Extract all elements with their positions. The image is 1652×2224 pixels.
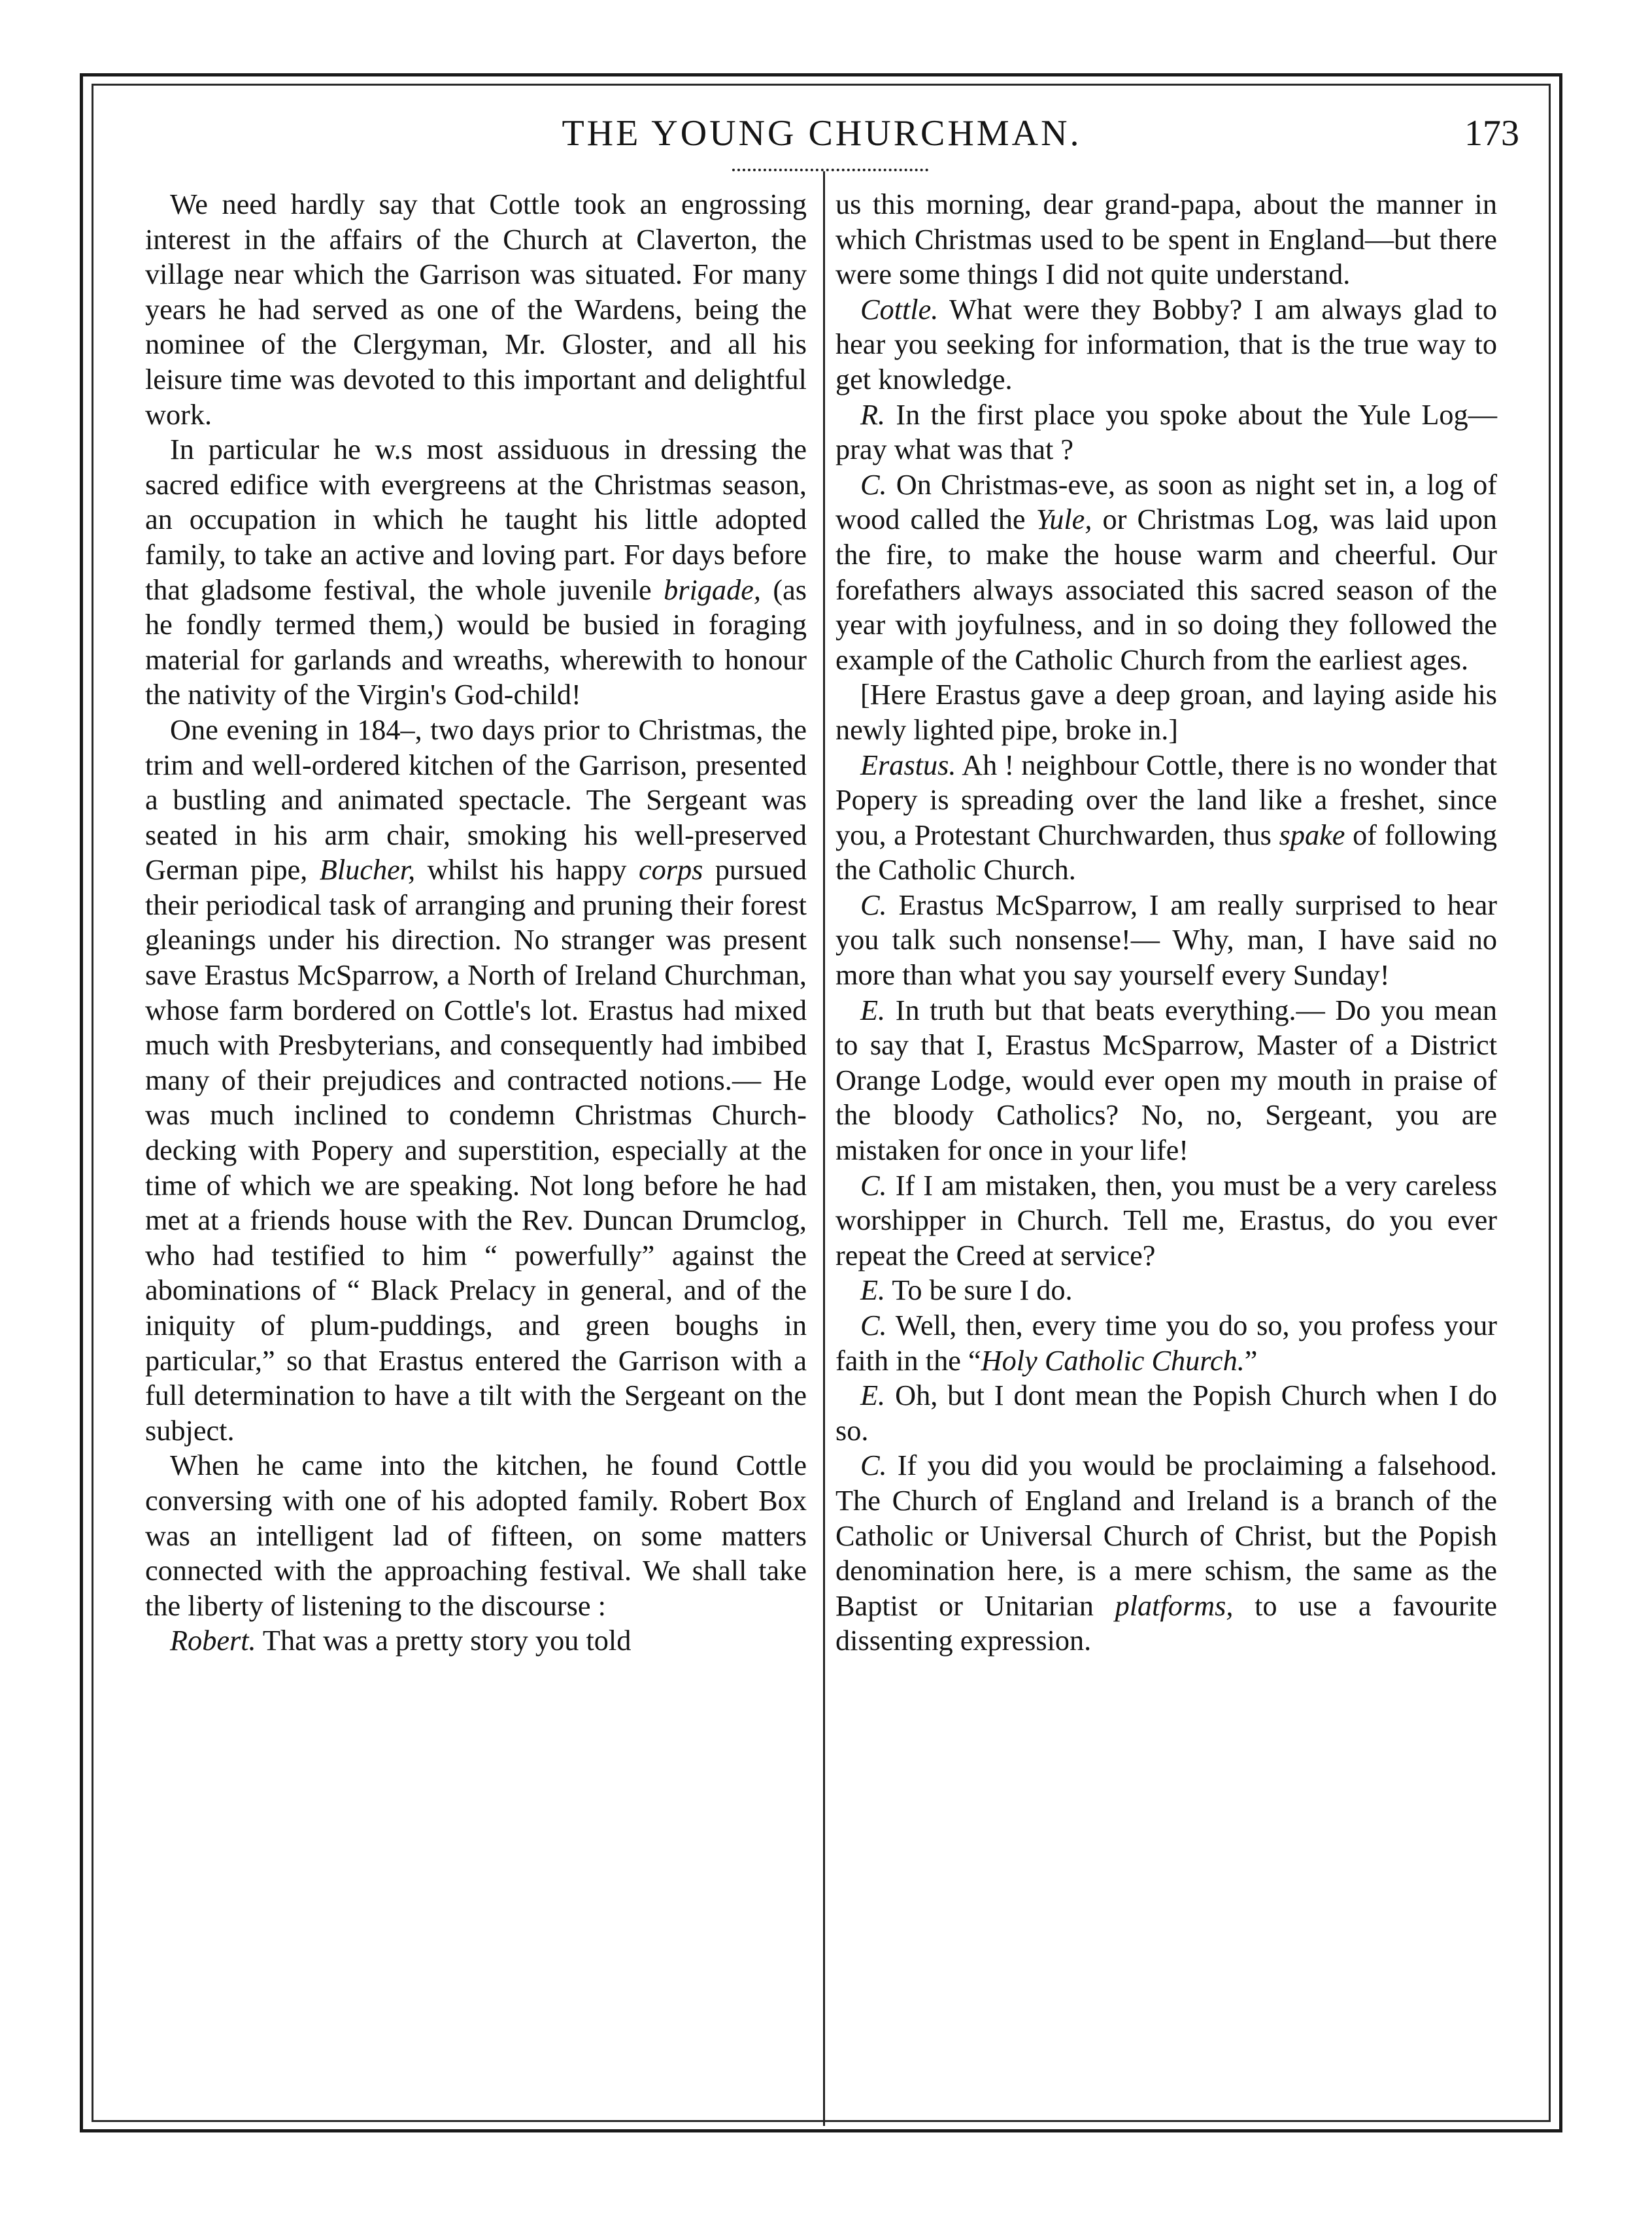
- paragraph: [145, 187, 807, 432]
- paragraph-text: We need hardly say that Cottle took an engrossing interest in the affairs of the Church at Claverton, the village near which the Garrison was situated. For many years he had served as one of the Wardens, being the nominee of the Clergyman, Mr. Gloster, and all his leisure time was devoted to this important and delightful work.: [145, 188, 807, 431]
- paragraph-text: [Here Erastus gave a deep groan, and laying aside his newly lighted pipe, broke in.]: [835, 679, 1497, 746]
- speaker-name: Robert.: [170, 1625, 256, 1657]
- dialogue-text: To be sure I do.: [892, 1274, 1073, 1307]
- paragraph-text: One evening in 184–, two days prior to Christmas, the trim and well-ordered kitchen of the Garrison, presented a bustling and animated spectacle. The Sergeant was seated in his arm chair, smoking his well-preserved German pipe,: [145, 713, 807, 886]
- page-number: 173: [1464, 113, 1519, 154]
- dialogue-line: [835, 397, 1497, 467]
- speaker-name: R.: [860, 398, 886, 431]
- paragraph-text: (as he fondly termed them,) would be busied in foraging material for garlands and wreaths, wherewith to honour the nativity of the Virgin's God-child!: [145, 573, 807, 711]
- dialogue-text: If you did you would be proclaiming a falsehood. The Church of England and Ireland is a branch of the Catholic or Universal Church of Christ, but the Popish denomination here, is a mere schism, the same as the Baptist or Unitarian: [835, 1449, 1497, 1622]
- dialogue-text: On Christmas-eve, as soon as night set in, a log of wood called the: [835, 468, 1497, 536]
- dialogue-text: That was a pretty story you told: [262, 1625, 632, 1657]
- italic-text: platforms,: [1115, 1589, 1234, 1622]
- italic-text: Yule,: [1036, 503, 1092, 536]
- paragraph-text: pursued their periodical task of arranging and pruning their forest gleanings under his direction. No stranger was present save Erastus McSparrow, a North of Ireland Churchman, whose farm bordered on Cottle's lot. Erastus had mixed much with Presbyterians, and consequently had imbibed many of their prejudices and contracted notions.— He was much inclined to condemn Christmas Church-decking with Popery and superstition, especially at the time of which we are speaking. Not long before he had met at a friends house with the Rev. Duncan Drumclog, who had testified to him “ powerfully” against the abominations of “ Black Prelacy in general, and of the iniquity of plum-puddings, and green boughs in particular,” so that Erastus entered the Garrison with a full determination to have a tilt with the Sergeant on the subject.: [145, 854, 807, 1447]
- dialogue-line: [835, 1308, 1497, 1378]
- running-title: THE YOUNG CHURCHMAN.: [562, 113, 1082, 154]
- speaker-name: Erastus.: [860, 749, 956, 781]
- dialogue-line: [835, 748, 1497, 888]
- dialogue-text: In truth but that beats everything.— Do you mean to say that I, Erastus McSparrow, Master of a District Orange Lodge, would ever open my mouth in praise of the bloody Catholics? No, no, Sergeant, you are mistaken for once in your life!: [835, 994, 1498, 1167]
- speaker-name: C.: [860, 888, 887, 921]
- dialogue-line: [835, 888, 1497, 993]
- paragraph: [145, 432, 807, 713]
- italic-text: brigade,: [664, 573, 761, 606]
- speaker-name: Cottle.: [860, 293, 939, 326]
- dialogue-line: [835, 1378, 1497, 1448]
- dialogue-text: Erastus McSparrow, I am really surprised to hear you talk such nonsense!— Why, man, I have said no more than what you say yourself every Sunday!: [835, 888, 1497, 992]
- dialogue-text: of following the Catholic Church.: [835, 818, 1498, 886]
- dialogue-line: [145, 1623, 807, 1659]
- left-column: [145, 187, 807, 2102]
- speaker-name: E.: [860, 994, 886, 1026]
- dialogue-line: [835, 292, 1497, 397]
- paragraph-text: When he came into the kitchen, he found Cottle conversing with one of his adopted family. Robert Box was an intelligent lad of fifteen, on some matters connected with the approaching festival. We shall take the liberty of listening to the discourse :: [145, 1449, 807, 1622]
- italic-text: Blucher,: [319, 854, 416, 886]
- stage-direction: [835, 677, 1497, 747]
- dialogue-text: If I am mistaken, then, you must be a very careless worshipper in Church. Tell me, Erastus, do you ever repeat the Creed at service?: [835, 1169, 1497, 1272]
- speaker-name: C.: [860, 468, 887, 501]
- speaker-name: E.: [860, 1379, 886, 1412]
- dialogue-text: In the first place you spoke about the Yule Log—pray what was that ?: [835, 398, 1497, 466]
- speaker-name: C.: [860, 1309, 887, 1341]
- paragraph: [145, 713, 807, 1448]
- speaker-name: C.: [860, 1169, 887, 1202]
- italic-text: spake: [1279, 818, 1345, 851]
- paragraph-text: In particular he w.s most assiduous in dressing the sacred edifice with evergreens at the Christmas season, an occupation in which he taught his little adopted family, to take an active and loving part. For days before that gladsome festival, the whole juvenile: [145, 433, 807, 606]
- right-column: [835, 187, 1497, 2102]
- dialogue-text: ”: [1244, 1344, 1258, 1377]
- running-head: [98, 112, 1545, 165]
- paragraph-text: us this morning, dear grand-papa, about the manner in which Christmas used to be spent in England—but there were some things I did not quite understand.: [835, 188, 1497, 291]
- dialogue-line: [835, 993, 1497, 1168]
- paragraph: [145, 1448, 807, 1623]
- ornamental-rule: [732, 169, 928, 173]
- column-divider: [823, 171, 825, 2126]
- dialogue-line: [835, 1448, 1497, 1659]
- dialogue-text: Ah ! neighbour Cottle, there is no wonder that Popery is spreading over the land like a freshet, since you, a Protestant Churchwarden, thus: [835, 749, 1497, 851]
- dialogue-text: to use a favourite dissenting expression.: [835, 1589, 1498, 1657]
- dialogue-text: Oh, but I dont mean the Popish Church when I do so.: [835, 1379, 1497, 1447]
- paragraph: [835, 187, 1497, 292]
- italic-text: corps: [638, 854, 703, 886]
- dialogue-text: What were they Bobby? I am always glad to hear you seeking for information, that is the true way to get knowledge.: [835, 293, 1497, 396]
- dialogue-line: [835, 467, 1497, 678]
- dialogue-line: [835, 1168, 1497, 1273]
- speaker-name: C.: [860, 1449, 887, 1482]
- dialogue-text: or Christmas Log, was laid upon the fire, to make the house warm and cheerful. Our forefathers always associated this sacred season of the year with joyfulness, and in so doing they followed the example of the Catholic Church from the earliest ages.: [835, 503, 1498, 676]
- speaker-name: E.: [860, 1274, 886, 1307]
- dialogue-text: Well, then, every time you do so, you profess your faith in the “: [835, 1309, 1497, 1377]
- italic-text: Holy Catholic Church.: [981, 1344, 1245, 1377]
- paragraph-text: whilst his happy: [427, 854, 627, 886]
- dialogue-line: [835, 1273, 1497, 1308]
